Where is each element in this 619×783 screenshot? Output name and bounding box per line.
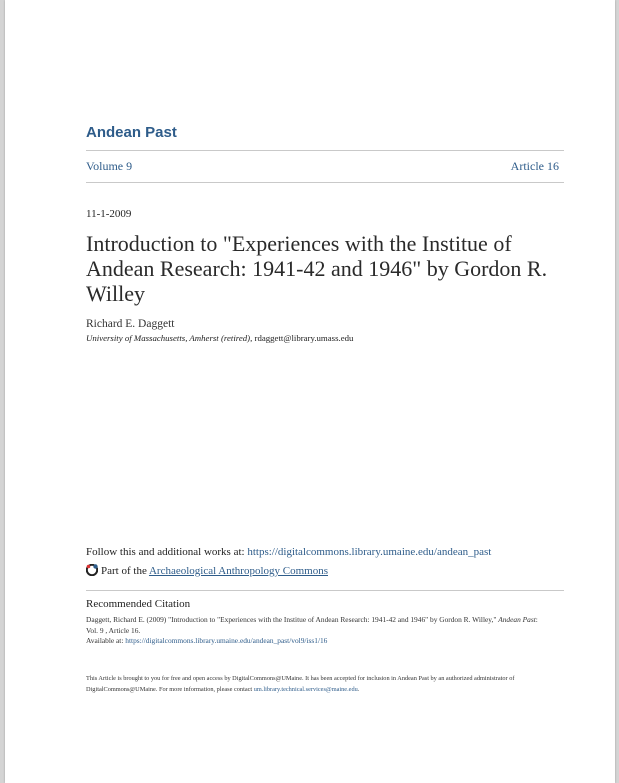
footer-email-link[interactable]: um.library.technical.services@maine.edu — [253, 686, 358, 693]
commons-link[interactable]: Archaeological Anthropology Commons — [148, 565, 328, 577]
document-page — [5, 0, 615, 783]
citation-rule — [86, 590, 564, 591]
citation-journal: Andean Past — [498, 615, 536, 624]
footer-notice — [86, 673, 526, 695]
citation-text — [86, 615, 551, 647]
citation-part-2: : Vol. 9 , Article 16. — [86, 615, 538, 635]
follow-line — [86, 546, 491, 558]
available-prefix: Available at: — [86, 636, 126, 645]
author-name: Richard E. Daggett — [86, 318, 175, 330]
publication-date: 11-1-2009 — [86, 208, 132, 220]
article-title: Introduction to "Experiences with the Institue of Andean Research: 1941-42 and 1946" by Gordon R. Willey — [86, 231, 548, 306]
journal-name[interactable]: Andean Past — [86, 124, 177, 141]
network-icon — [86, 564, 98, 576]
email-separator: , — [250, 333, 255, 343]
footer-end: . — [357, 686, 360, 693]
citation-heading: Recommended Citation — [86, 598, 191, 610]
header-rule-bottom — [86, 182, 564, 183]
follow-prefix: Follow this and additional works at: — [86, 546, 248, 558]
author-affiliation: University of Massachusetts, Amherst (retired) — [86, 333, 251, 343]
follow-url-link[interactable]: https://digitalcommons.library.umaine.edu/andean_past — [247, 546, 492, 558]
footer-text: This Article is brought to you for free and open access by DigitalCommons@UMaine. It has been accepted for inclusion in Andean Past by an authorized administrator of DigitalCommons@UMaine. For more information, please contact — [86, 675, 515, 693]
citation-part-1: Daggett, Richard E. (2009) "Introduction to "Experiences with the Institue of Andean Research: 1941-42 and 1946" by Gordon R. Willey," — [86, 615, 499, 624]
part-of-line — [86, 564, 328, 577]
part-of-prefix: Part of the — [101, 565, 149, 577]
volume-link[interactable]: Volume 9 — [86, 159, 133, 173]
author-email[interactable]: rdaggett@library.umass.edu — [254, 333, 354, 343]
author-affiliation-line — [86, 333, 353, 343]
available-url-link[interactable]: https://digitalcommons.library.umaine.edu/andean_past/vol9/iss1/16 — [125, 636, 328, 645]
article-link[interactable]: Article 16 — [510, 159, 559, 173]
header-rule-top — [86, 150, 564, 151]
